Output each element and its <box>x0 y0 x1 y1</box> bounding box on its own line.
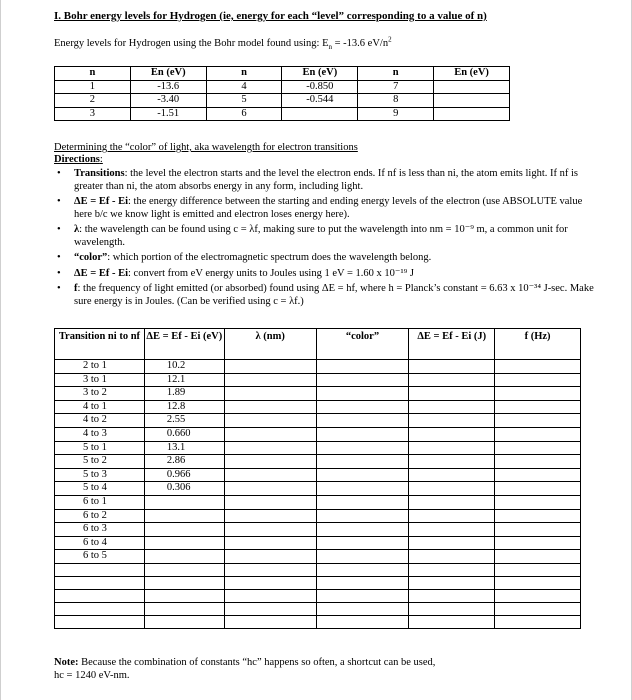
direction-term: Transitions <box>74 168 125 179</box>
transition-table <box>54 328 581 629</box>
empty-answer-cell <box>409 550 495 564</box>
page-title: I. Bohr energy levels for Hydrogen (ie, energy for each “level” corresponding to a value of n) <box>54 10 487 22</box>
delta-e-ev-cell <box>144 563 224 576</box>
direction-text: : the wavelength can be found using c = λf, making sure to put the wavelength into nm = 10⁻⁹ m, a common unit for wavelength. <box>74 224 568 248</box>
empty-answer-cell <box>409 523 495 537</box>
empty-answer-cell <box>316 360 409 374</box>
direction-text: : which portion of the electromagnetic spectrum does the wavelength belong. <box>107 252 432 263</box>
transition-table-row <box>55 441 581 455</box>
empty-answer-cell <box>224 414 316 428</box>
empty-answer-cell <box>316 615 409 628</box>
bullet-icon: • <box>57 283 61 294</box>
energy-table-cell <box>434 94 510 108</box>
transition-cell: 4 to 2 <box>55 414 145 428</box>
transition-table-row <box>55 427 581 441</box>
transition-table-row <box>55 495 581 509</box>
transition-table-row <box>55 602 581 615</box>
empty-answer-cell <box>224 427 316 441</box>
energy-table-cell: 8 <box>358 94 434 108</box>
empty-answer-cell <box>495 387 581 401</box>
delta-e-ev-cell <box>144 550 224 564</box>
empty-answer-cell <box>495 482 581 496</box>
direction-text: : the energy difference between the starting and ending energy levels of the electron (use ABSOLUTE value here b/c we know light is emitted and electron loses energy here). <box>74 196 583 220</box>
direction-text: : the level the electron starts and the level the electron ends. If nf is less than ni, the atom emits light. If nf is greater than ni, the atom absorbs energy in any form, including light. <box>74 168 578 192</box>
bullet-icon: • <box>57 224 61 235</box>
empty-answer-cell <box>316 373 409 387</box>
empty-answer-cell <box>495 455 581 469</box>
empty-answer-cell <box>409 441 495 455</box>
direction-term: f <box>74 283 78 294</box>
empty-answer-cell <box>316 482 409 496</box>
direction-term: ΔE = Ef - Ei <box>74 196 128 207</box>
empty-answer-cell <box>224 400 316 414</box>
energy-table-cell: 3 <box>55 107 131 121</box>
transition-cell: 2 to 1 <box>55 360 145 374</box>
energy-table-cell: -0.544 <box>282 94 358 108</box>
transition-cell: 3 to 1 <box>55 373 145 387</box>
direction-text: : convert from eV energy units to Joules using 1 eV = 1.60 x 10⁻¹⁹ J <box>128 267 414 279</box>
transition-table-row <box>55 550 581 564</box>
energy-table-cell: -1.51 <box>130 107 206 121</box>
transition-table-row <box>55 414 581 428</box>
transition-table-row <box>55 576 581 589</box>
energy-table-row <box>55 80 510 94</box>
delta-e-ev-cell: 10.2 <box>144 360 224 374</box>
empty-answer-cell <box>224 523 316 537</box>
transition-cell: 6 to 1 <box>55 495 145 509</box>
header-cell: En (eV) <box>282 67 358 81</box>
direction-term: λ <box>74 224 80 235</box>
empty-answer-cell <box>409 468 495 482</box>
energy-table-cell: 5 <box>206 94 282 108</box>
empty-answer-cell <box>224 468 316 482</box>
empty-answer-cell <box>409 373 495 387</box>
empty-answer-cell <box>495 495 581 509</box>
transition-table-row <box>55 523 581 537</box>
transition-cell: 6 to 5 <box>55 550 145 564</box>
empty-answer-cell <box>495 550 581 564</box>
energy-table-cell: 7 <box>358 80 434 94</box>
empty-answer-cell <box>224 441 316 455</box>
empty-answer-cell <box>316 550 409 564</box>
empty-answer-cell <box>316 455 409 469</box>
empty-answer-cell <box>409 509 495 523</box>
transition-cell: 5 to 1 <box>55 441 145 455</box>
energy-table-cell: 1 <box>55 80 131 94</box>
empty-answer-cell <box>224 495 316 509</box>
transition-table-row <box>55 455 581 469</box>
delta-e-ev-cell <box>144 509 224 523</box>
bullet-icon: • <box>57 267 61 279</box>
delta-e-ev-cell <box>144 615 224 628</box>
transition-table-row <box>55 536 581 550</box>
empty-answer-cell <box>224 373 316 387</box>
energy-table-cell <box>434 80 510 94</box>
energy-levels-table <box>54 66 510 121</box>
transition-cell: 5 to 3 <box>55 468 145 482</box>
empty-answer-cell <box>495 427 581 441</box>
transition-table-row <box>55 563 581 576</box>
empty-answer-cell <box>409 615 495 628</box>
energy-table-cell: 2 <box>55 94 131 108</box>
empty-answer-cell <box>316 400 409 414</box>
empty-answer-cell <box>316 602 409 615</box>
empty-answer-cell <box>409 387 495 401</box>
empty-answer-cell <box>224 602 316 615</box>
empty-answer-cell <box>316 441 409 455</box>
energy-table-row <box>55 107 510 121</box>
empty-answer-cell <box>495 523 581 537</box>
header-cell: En (eV) <box>130 67 206 81</box>
transition-table-row <box>55 360 581 374</box>
note: Note: Because the combination of constants “hc” happens so often, a shortcut can be used, hc = 1240 eV-nm. <box>54 657 436 681</box>
empty-answer-cell <box>409 563 495 576</box>
energy-table-cell <box>434 107 510 121</box>
empty-answer-cell <box>224 536 316 550</box>
empty-answer-cell <box>224 576 316 589</box>
transition-cell: 4 to 1 <box>55 400 145 414</box>
section-heading: Determining the “color” of light, aka wavelength for electron transitions <box>54 142 358 153</box>
directions-list <box>54 168 594 311</box>
delta-e-ev-cell: 12.1 <box>144 373 224 387</box>
empty-answer-cell <box>224 482 316 496</box>
empty-answer-cell <box>409 482 495 496</box>
delta-e-ev-cell: 2.55 <box>144 414 224 428</box>
transition-table-row <box>55 482 581 496</box>
direction-term: ΔE = Ef - Ei <box>74 267 128 279</box>
energy-table-header-row <box>55 67 510 81</box>
empty-answer-cell <box>495 360 581 374</box>
transition-cell: 4 to 3 <box>55 427 145 441</box>
energy-table-cell: 9 <box>358 107 434 121</box>
transition-table-row <box>55 373 581 387</box>
transition-cell: 5 to 4 <box>55 482 145 496</box>
empty-answer-cell <box>409 455 495 469</box>
empty-answer-cell <box>224 563 316 576</box>
transition-cell: 6 to 2 <box>55 509 145 523</box>
transition-cell <box>55 589 145 602</box>
direction-item <box>54 283 594 308</box>
empty-answer-cell <box>316 414 409 428</box>
header-cell: “color” <box>316 329 409 360</box>
transition-cell: 5 to 2 <box>55 455 145 469</box>
delta-e-ev-cell: 2.86 <box>144 455 224 469</box>
delta-e-ev-cell <box>144 523 224 537</box>
delta-e-ev-cell: 1.89 <box>144 387 224 401</box>
transition-cell <box>55 563 145 576</box>
header-cell: n <box>206 67 282 81</box>
empty-answer-cell <box>495 441 581 455</box>
delta-e-ev-cell: 0.660 <box>144 427 224 441</box>
transition-table-row <box>55 468 581 482</box>
direction-item <box>54 224 594 249</box>
transition-table-row <box>55 400 581 414</box>
transition-cell <box>55 615 145 628</box>
header-cell: f (Hz) <box>495 329 581 360</box>
header-cell: En (eV) <box>434 67 510 81</box>
empty-answer-cell <box>409 536 495 550</box>
empty-answer-cell <box>224 360 316 374</box>
delta-e-ev-cell: 12.8 <box>144 400 224 414</box>
directions-heading: Directions: <box>54 154 103 165</box>
delta-e-ev-cell <box>144 536 224 550</box>
empty-answer-cell <box>224 387 316 401</box>
empty-answer-cell <box>224 589 316 602</box>
empty-answer-cell <box>409 400 495 414</box>
direction-item <box>54 168 594 193</box>
empty-answer-cell <box>495 536 581 550</box>
empty-answer-cell <box>495 414 581 428</box>
empty-answer-cell <box>224 509 316 523</box>
header-cell: ΔE = Ef - Ei (J) <box>409 329 495 360</box>
header-cell: ΔE = Ef - Ei (eV) <box>144 329 224 360</box>
direction-text: : the frequency of light emitted (or absorbed) found using ΔE = hf, where h = Planck’s constant = 6.63 x 10⁻³⁴ J-sec. Make sure energy is in Joules. (Can be verified using c = λf.) <box>74 283 594 307</box>
empty-answer-cell <box>495 563 581 576</box>
empty-answer-cell <box>316 563 409 576</box>
empty-answer-cell <box>409 427 495 441</box>
empty-answer-cell <box>495 400 581 414</box>
transition-table-row <box>55 387 581 401</box>
empty-answer-cell <box>409 602 495 615</box>
empty-answer-cell <box>224 615 316 628</box>
empty-answer-cell <box>224 550 316 564</box>
empty-answer-cell <box>316 523 409 537</box>
empty-answer-cell <box>409 589 495 602</box>
bullet-icon: • <box>57 168 61 179</box>
transition-cell: 3 to 2 <box>55 387 145 401</box>
empty-answer-cell <box>316 509 409 523</box>
energy-table-cell <box>282 107 358 121</box>
energy-table-cell: 6 <box>206 107 282 121</box>
transition-cell <box>55 576 145 589</box>
direction-term: “color” <box>74 252 108 263</box>
direction-item <box>54 196 594 221</box>
transition-table-row <box>55 589 581 602</box>
empty-answer-cell <box>495 615 581 628</box>
direction-item <box>54 268 594 281</box>
transition-table-row <box>55 615 581 628</box>
bullet-icon: • <box>57 196 61 207</box>
energy-table-cell: -13.6 <box>130 80 206 94</box>
intro-line: Energy levels for Hydrogen using the Bohr model found using: $E_n = -13.6$ $eV/n^2$ <box>54 35 392 52</box>
energy-table-cell: -3.40 <box>130 94 206 108</box>
empty-answer-cell <box>495 589 581 602</box>
transition-cell <box>55 602 145 615</box>
delta-e-ev-cell <box>144 589 224 602</box>
header-cell: n <box>55 67 131 81</box>
empty-answer-cell <box>495 602 581 615</box>
empty-answer-cell <box>224 455 316 469</box>
empty-answer-cell <box>316 427 409 441</box>
delta-e-ev-cell <box>144 576 224 589</box>
empty-answer-cell <box>495 576 581 589</box>
empty-answer-cell <box>495 509 581 523</box>
transition-table-row <box>55 509 581 523</box>
empty-answer-cell <box>316 468 409 482</box>
delta-e-ev-cell <box>144 495 224 509</box>
direction-item <box>54 252 594 265</box>
bullet-icon: • <box>57 252 61 263</box>
empty-answer-cell <box>316 495 409 509</box>
empty-answer-cell <box>316 536 409 550</box>
delta-e-ev-cell: 0.966 <box>144 468 224 482</box>
transition-cell: 6 to 3 <box>55 523 145 537</box>
empty-answer-cell <box>495 373 581 387</box>
delta-e-ev-cell <box>144 602 224 615</box>
transition-table-header-row <box>55 329 581 360</box>
energy-table-cell: 4 <box>206 80 282 94</box>
empty-answer-cell <box>409 414 495 428</box>
empty-answer-cell <box>409 495 495 509</box>
header-cell: Transition ni to nf <box>55 329 145 360</box>
delta-e-ev-cell: 13.1 <box>144 441 224 455</box>
empty-answer-cell <box>316 387 409 401</box>
empty-answer-cell <box>409 360 495 374</box>
empty-answer-cell <box>495 468 581 482</box>
empty-answer-cell <box>409 576 495 589</box>
empty-answer-cell <box>316 589 409 602</box>
energy-table-row <box>55 94 510 108</box>
header-cell: n <box>358 67 434 81</box>
empty-answer-cell <box>316 576 409 589</box>
header-cell: λ (nm) <box>224 329 316 360</box>
energy-table-cell: -0.850 <box>282 80 358 94</box>
transition-cell: 6 to 4 <box>55 536 145 550</box>
delta-e-ev-cell: 0.306 <box>144 482 224 496</box>
